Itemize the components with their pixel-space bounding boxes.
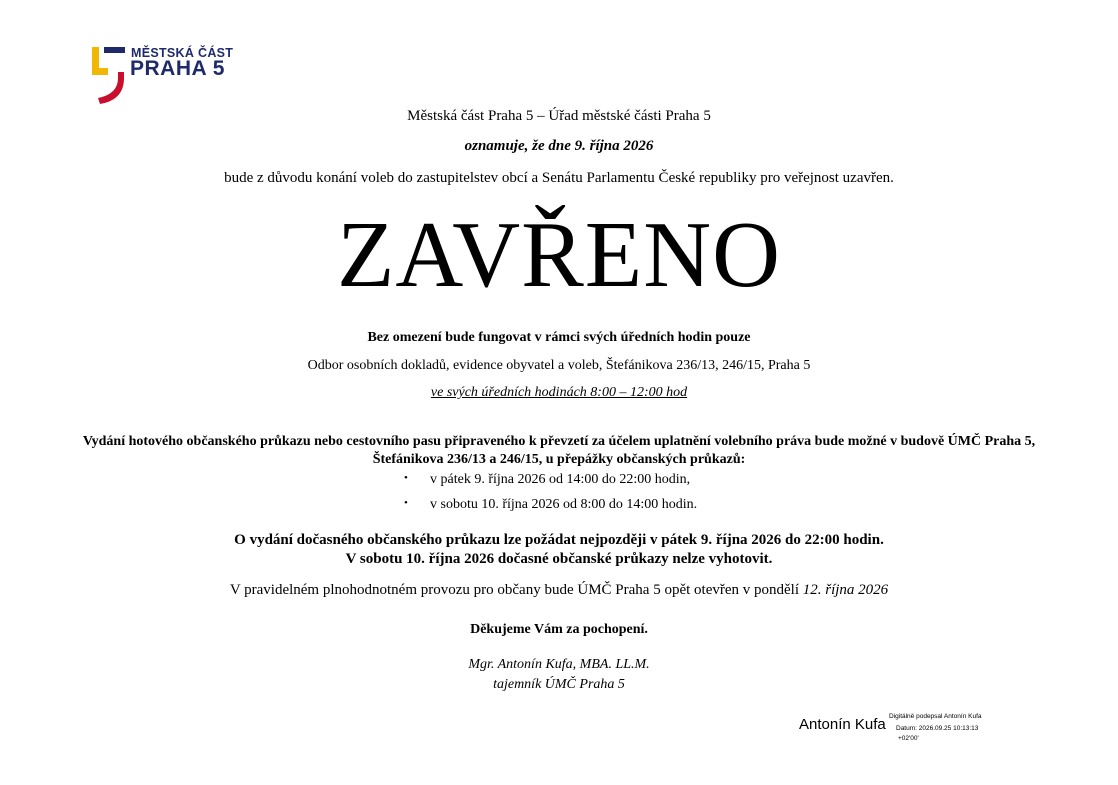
logo-text-line1: MĚSTSKÁ ČÁST xyxy=(131,46,234,60)
digital-signature-date: Datum: 2026.09.25 10:13:13 xyxy=(896,725,979,732)
bullet-icon: • xyxy=(404,472,408,484)
regular-operation xyxy=(0,582,1118,599)
digital-signature-name: Antonín Kufa xyxy=(799,716,886,733)
bullet-icon: • xyxy=(404,497,408,509)
logo-text-line2: PRAHA 5 xyxy=(130,57,225,80)
list-item-text: v pátek 9. října 2026 od 14:00 do 22:00 hodin, xyxy=(430,472,691,487)
digital-signature-offset: +02'00' xyxy=(898,735,919,742)
header-office: Městská část Praha 5 – Úřad městské části Praha 5 xyxy=(407,108,711,124)
signatory-name: Mgr. Antonín Kufa, MBA. LL.M. xyxy=(468,657,650,672)
limited-department: Odbor osobních dokladů, evidence obyvatel a voleb, Štefánikova 236/13, 246/15, Praha 5 xyxy=(307,358,811,373)
issuance-text: Vydání hotového občanského průkazu nebo cestovního pasu připraveného k převzetí za účelem uplatnění volebního práva bude možné v budově ÚMČ Praha 5, Štefánikova 236/13 a 246/15, u přepážky občanských průkazů: xyxy=(82,434,1036,467)
temporary-id-saturday: V sobotu 10. října 2026 dočasné občanské průkazy nelze vyhotovit. xyxy=(345,551,773,567)
logo-mestska-cast-praha-5 xyxy=(90,44,250,108)
list-item-text: v sobotu 10. října 2026 od 8:00 do 14:00 hodin. xyxy=(430,497,698,512)
regular-operation-text: V pravidelném plnohodnotném provozu pro občany bude ÚMČ Praha 5 opět otevřen v pondělí xyxy=(229,582,799,598)
header-closure-reason: bude z důvodu konání voleb do zastupitelstev obcí a Senátu Parlamentu České republiky pro veřejnost uzavřen. xyxy=(224,170,894,186)
page-title: ZAVŘENO xyxy=(337,203,781,307)
limited-heading: Bez omezení bude fungovat v rámci svých úředních hodin pouze xyxy=(367,330,751,345)
logo-mark-icon xyxy=(90,44,130,108)
limited-hours: ve svých úředních hodinách 8:00 – 12:00 hod xyxy=(430,385,688,400)
thanks-text: Děkujeme Vám za pochopení. xyxy=(470,622,648,637)
digital-signature-line1: Digitálně podepsal Antonín Kufa xyxy=(889,713,982,720)
temporary-id-deadline: O vydání dočasného občanského průkazu lze požádat nejpozději v pátek 9. října 2026 do 22:00 hodin. xyxy=(234,532,884,548)
signatory-role: tajemník ÚMČ Praha 5 xyxy=(493,677,625,692)
regular-operation-date: 12. října 2026 xyxy=(802,582,889,598)
header-announcement: oznamuje, že dne 9. října 2026 xyxy=(464,138,654,154)
